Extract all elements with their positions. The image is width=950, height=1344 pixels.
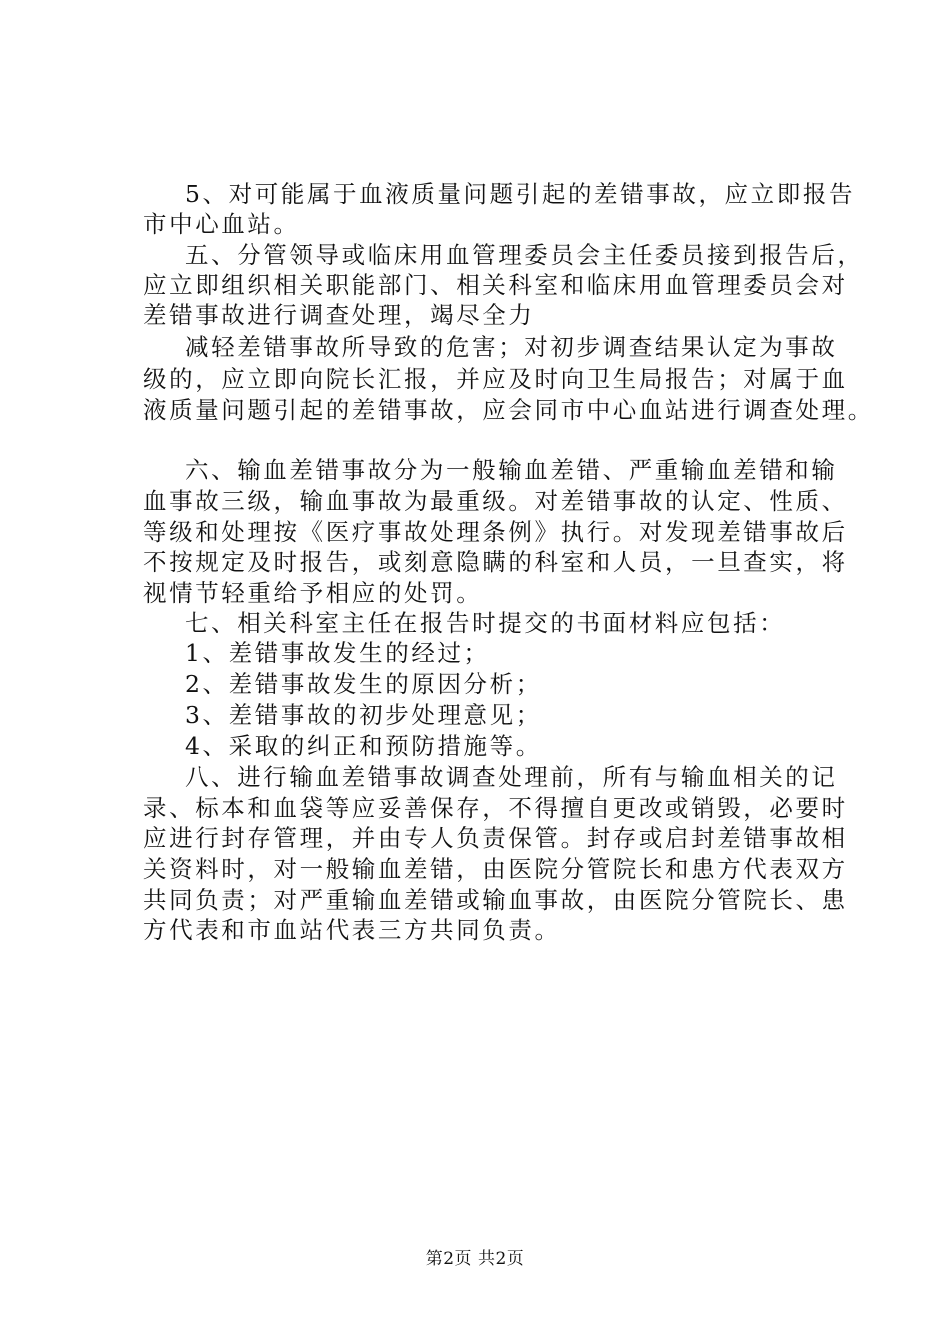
paragraph-line: 七、相关科室主任在报告时提交的书面材料应包括：: [185, 609, 786, 637]
paragraph-line: 八、进行输血差错事故调查处理前，所有与输血相关的记: [185, 763, 838, 791]
list-item: 2、差错事故发生的原因分析；: [185, 670, 542, 698]
list-item: 4、采取的纠正和预防措施等。: [185, 732, 542, 760]
page-number-footer: 第2页 共2页: [425, 1249, 525, 1269]
paragraph-line: 差错事故进行调查处理，竭尽全力: [143, 301, 535, 329]
paragraph-line: 减轻差错事故所导致的危害；对初步调查结果认定为事故: [185, 333, 838, 361]
paragraph-line: 血事故三级，输血事故为最重级。对差错事故的认定、性质、: [143, 487, 848, 515]
list-item: 3、差错事故的初步处理意见；: [185, 701, 542, 729]
paragraph-line: 共同负责；对严重输血差错或输血事故，由医院分管院长、患: [143, 886, 848, 914]
paragraph-line: 应立即组织相关职能部门、相关科室和临床用血管理委员会对: [143, 271, 848, 299]
paragraph-line: 等级和处理按《医疗事故处理条例》执行。对发现差错事故后: [143, 518, 848, 546]
paragraph-line: 五、分管领导或临床用血管理委员会主任委员接到报告后，: [185, 241, 864, 269]
paragraph-line: 不按规定及时报告，或刻意隐瞒的科室和人员，一旦查实，将: [143, 548, 848, 576]
paragraph-line: 市中心血站。: [143, 210, 300, 238]
paragraph-line: 方代表和市血站代表三方共同负责。: [143, 916, 561, 944]
paragraph-line: 六、输血差错事故分为一般输血差错、严重输血差错和输: [185, 456, 838, 484]
list-item: 1、差错事故发生的经过；: [185, 639, 490, 667]
paragraph-line: 应进行封存管理，并由专人负责保管。封存或启封差错事故相: [143, 824, 848, 852]
paragraph-line: 视情节轻重给予相应的处罚。: [143, 579, 483, 607]
paragraph-line: 液质量问题引起的差错事故，应会同市中心血站进行调查处理。: [143, 396, 874, 424]
paragraph-line: 5、对可能属于血液质量问题引起的差错事故，应立即报告: [185, 180, 856, 208]
paragraph-line: 级的，应立即向院长汇报，并应及时向卫生局报告；对属于血: [143, 365, 848, 393]
paragraph-line: 录、标本和血袋等应妥善保存，不得擅自更改或销毁，必要时: [143, 794, 848, 822]
paragraph-line: 关资料时，对一般输血差错，由医院分管院长和患方代表双方: [143, 855, 848, 883]
